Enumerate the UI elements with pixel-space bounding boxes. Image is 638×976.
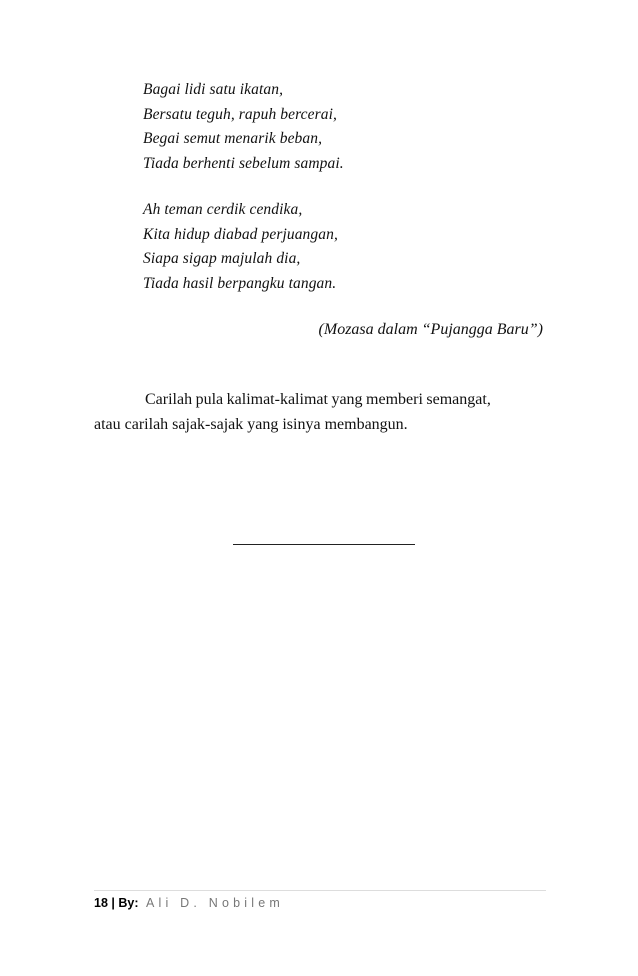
poem-line: Siapa sigap majulah dia, xyxy=(143,250,301,267)
poem-stanza-2 xyxy=(143,198,338,296)
poem-line: Tiada hasil berpangku tangan. xyxy=(143,274,337,292)
footer-author: Ali D. Nobilem xyxy=(146,896,285,910)
poem-line: Tiada berhenti sebelum sampai. xyxy=(143,154,344,172)
poem-line: Ah teman cerdik cendika, xyxy=(143,201,303,218)
section-divider xyxy=(233,544,415,545)
poem-line: Bersatu teguh, rapuh bercerai, xyxy=(143,105,337,123)
poem-line: Bagai lidi satu ikatan, xyxy=(143,81,284,98)
footer-by-label: By: xyxy=(118,896,139,910)
body-paragraph xyxy=(94,387,546,437)
poem-line: Kita hidup diabad perjuangan, xyxy=(143,225,338,243)
footer-separator: | xyxy=(111,896,115,910)
page-number: 18 xyxy=(94,896,108,910)
paragraph-line: atau carilah sajak-sajak yang isinya membangun. xyxy=(94,416,408,433)
footer-rule xyxy=(94,890,546,891)
paragraph-line: Carilah pula kalimat-kalimat yang memberi semangat, xyxy=(145,391,491,408)
poem-citation: (Mozasa dalam “Pujangga Baru”) xyxy=(318,321,543,338)
page-footer xyxy=(94,895,284,911)
poem-line: Begai semut menarik beban, xyxy=(143,130,323,147)
poem-stanza-1 xyxy=(143,78,344,176)
